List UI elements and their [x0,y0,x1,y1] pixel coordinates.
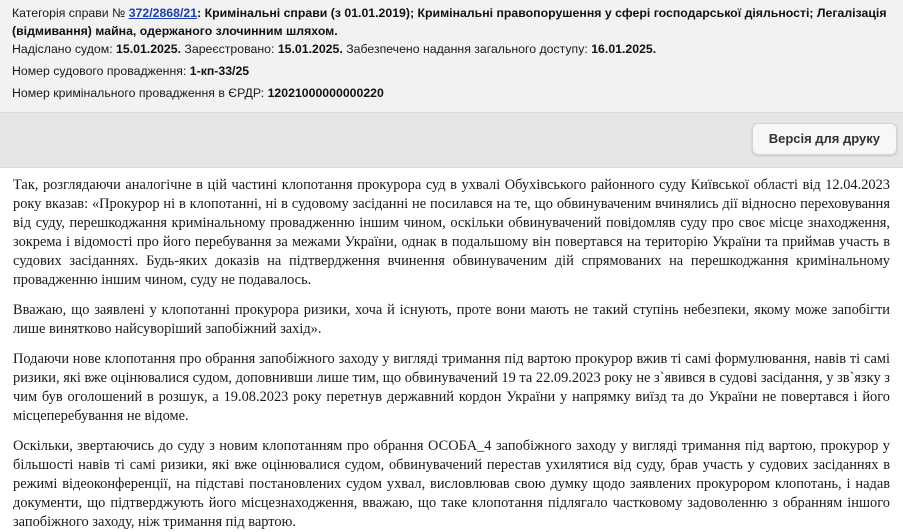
erdr-value: 12021000000000220 [267,86,384,100]
document-body [0,168,903,532]
paragraph: Подаючи нове клопотання про обрання запобіжного заходу у вигляді тримання під вартою прокурор вжив ті самі формулювання, навів ті самі ризики, які вже оцінювалися судом, доповнивши лише тим, що обвинувачений 19 та 22.09.2023 року не з`явився в судові засідання, у зв`язку з чим був оголошений в розшук, а 19.08.2023 року перетнув державний кордон України у напрямку виїзд та до України не повертався і його місцеперебування не відоме. [13,351,890,424]
proceeding-label: Номер судового провадження: [12,64,187,78]
sent-label: Надіслано судом: [12,42,113,56]
paragraph: Так, розглядаючи аналогічне в цій частині клопотання прокурора суд в ухвалі Обухівського районного суду Київської області від 12.04.2023 року вказав: «Прокурор ні в клопотанні, ні в судовому засіданні не посилався на те, що обвинуваченим вчинялись дії відносно переховування від суду, перешкоджання кримінальному провадженню іншим чином, оскільки обвинувачений повідомляв суду про своє місце знаходження, зокрема і відомості про його перебування за межами України, однак в подальшому він повертався на територію України та приймав участь в судових засіданнях. Будь-яких доказів на підтвердження вчинення обвинуваченим дій спрямованих на перешкоджання кримінальному провадженню іншим чином, суду не подавалось. [13,177,890,288]
case-info-header [0,0,903,112]
access-date: 16.01.2025. [591,42,657,56]
category-label: Категорія справи № [12,6,126,20]
paragraph: Оскільки, звертаючись до суду з новим клопотанням про обрання ОСОБА_4 запобіжного заходу у вигляді тримання під вартою, прокурор у більшості навів ті самі ризики, які вже оцінювалися судом, обвинувачений перестав ухилятися від суду, брав участь у судових засіданнях в режимі відеоконференції, на підставі постановлених судом ухвал, висловлював свою думку щодо заявлених прокурором клопотань, і надав документи, що підтверджують його місцезнаходження, вважаю, що таке клопотання підлягало частковому задоволенню з обранням іншого запобіжного заходу, ніж тримання під вартою. [13,438,890,530]
access-label: Забезпечено надання загального доступу: [346,42,588,56]
registered-label: Зареєстровано: [184,42,275,56]
proceeding-value: 1-кп-33/25 [189,64,250,78]
sent-date: 15.01.2025. [116,42,181,56]
erdr-label: Номер кримінального провадження в ЄРДР: [12,86,265,100]
dates-row [12,40,891,58]
registered-date: 15.01.2025. [277,42,343,56]
paragraph: Вважаю, що заявлені у клопотанні прокурора ризики, хоча й існують, проте вони мають не такий ступінь небезпеки, якому може запобігти лише винятково найсуворіший запобіжний захід». [13,302,890,337]
case-category [12,4,891,40]
print-version-button[interactable]: Версія для друку [752,123,897,155]
proceeding-row [12,62,891,80]
print-toolbar [0,112,903,168]
case-number-link[interactable]: 372/2868/21 [128,6,198,20]
category-value: : Кримінальні справи (з 01.01.2019); Кримінальні правопорушення у сфері господарської діяльності; Легалізація (відмивання) майна, одержаного злочинним шляхом. [12,6,887,38]
erdr-row [12,84,891,102]
